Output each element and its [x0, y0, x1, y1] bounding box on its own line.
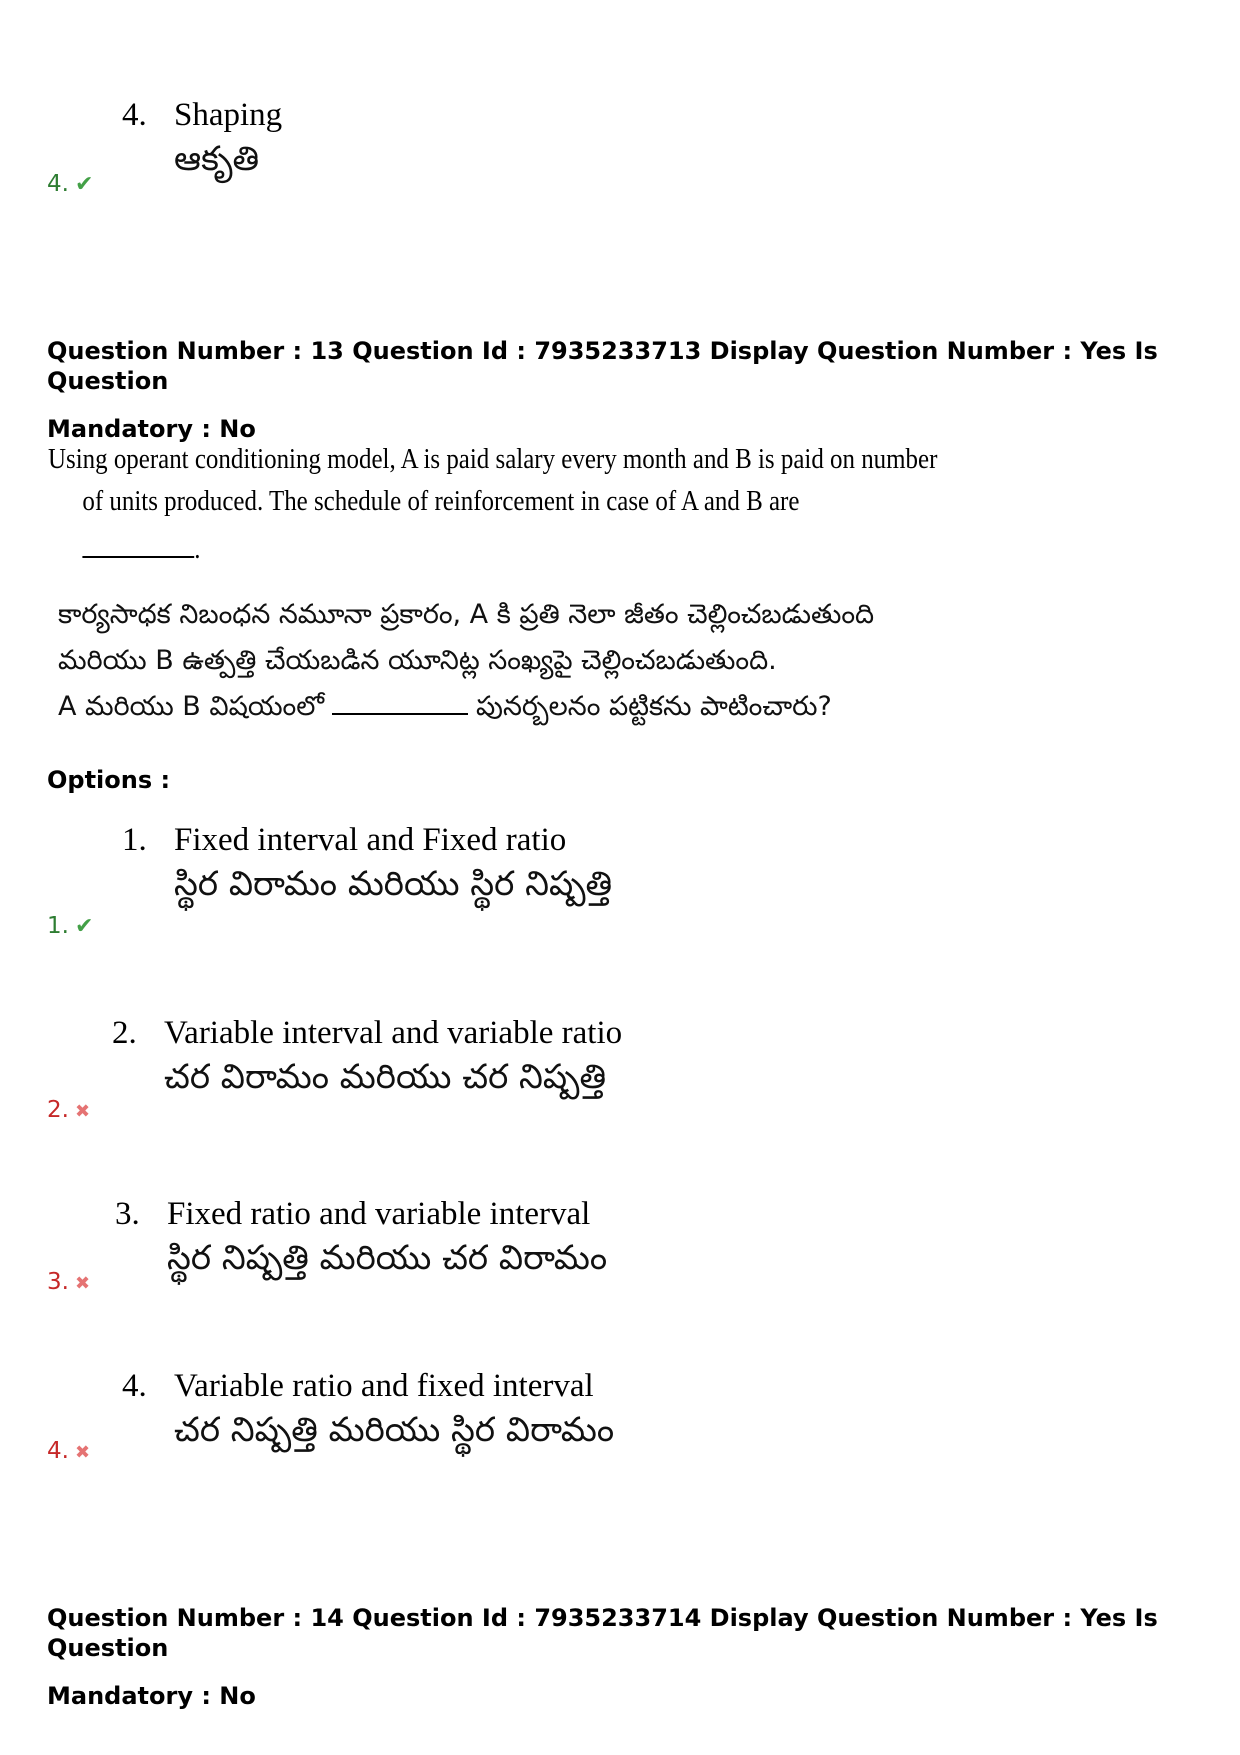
option-number: 4.: [47, 1438, 69, 1464]
option-3: [115, 1194, 607, 1282]
option-1-marker: [47, 912, 93, 941]
prev-option-4: [122, 95, 282, 183]
option-english: Shaping: [174, 97, 283, 133]
option-telugu: చర విరామం మరియు చర నిష్పత్తి: [164, 1057, 607, 1097]
check-icon: ✔: [74, 914, 94, 939]
option-english: Variable interval and variable ratio: [164, 1015, 623, 1051]
options-label: Options :: [47, 766, 171, 794]
option-number: 2.: [47, 1097, 69, 1123]
option-english: Fixed ratio and variable interval: [167, 1196, 591, 1232]
option-number: 3.: [47, 1269, 69, 1295]
answer-blank: [332, 685, 468, 715]
option-index: 2.: [112, 1015, 137, 1051]
option-telugu: ఆకృతి: [174, 139, 260, 179]
option-number: 1.: [47, 913, 69, 939]
option-english: Fixed interval and Fixed ratio: [174, 822, 567, 858]
question-14-meta: Question Number : 14 Question Id : 7935233714 Display Question Number : Yes Is Question Mandatory : No: [47, 1604, 1158, 1710]
question-13-text-telugu: కార్యసాధక నిబంధన నమూనా ప్రకారం, A కి ప్రతి నెలా జీతం చెల్లించబడుతుంది మరియు B ఉత్పత్తి చేయబడిన యూనిట్ల సంఖ్యపై చెల్లించబడుతుంది. A మరియు B విషయంలో పునర్బలనం పట్టికను పాటించారు?: [58, 599, 875, 722]
option-index: 1.: [122, 822, 147, 858]
option-2: [112, 1013, 622, 1101]
cross-icon: ✖: [74, 1101, 91, 1122]
option-index: 4.: [122, 1368, 147, 1404]
option-3-marker: [47, 1268, 90, 1298]
option-2-marker: [47, 1096, 90, 1126]
option-english: Variable ratio and fixed interval: [174, 1368, 594, 1404]
check-icon: ✔: [74, 172, 94, 197]
option-telugu: స్థిర నిష్పత్తి మరియు చర విరామం: [167, 1238, 608, 1278]
option-telugu: చర నిష్పత్తి మరియు స్థిర విరామం: [174, 1410, 615, 1450]
option-4: [122, 1366, 614, 1454]
option-telugu: స్థిర విరామం మరియు స్థిర నిష్పత్తి: [174, 864, 613, 904]
option-1: [122, 820, 612, 908]
question-13-meta: Question Number : 13 Question Id : 7935233713 Display Question Number : Yes Is Question Mandatory : No: [47, 337, 1158, 443]
option-index: 4.: [122, 97, 147, 133]
answer-blank: [82, 528, 194, 558]
cross-icon: ✖: [74, 1273, 91, 1294]
cross-icon: ✖: [74, 1442, 91, 1463]
option-4-marker: [47, 1437, 90, 1467]
option-number: 4.: [47, 171, 69, 197]
prev-option-4-marker: [47, 170, 93, 199]
question-13-text-english: Using operant conditioning model, A is paid salary every month and B is paid on number of units produced. The schedule of reinforcement in case of A and B are .: [48, 443, 938, 565]
option-index: 3.: [115, 1196, 140, 1232]
